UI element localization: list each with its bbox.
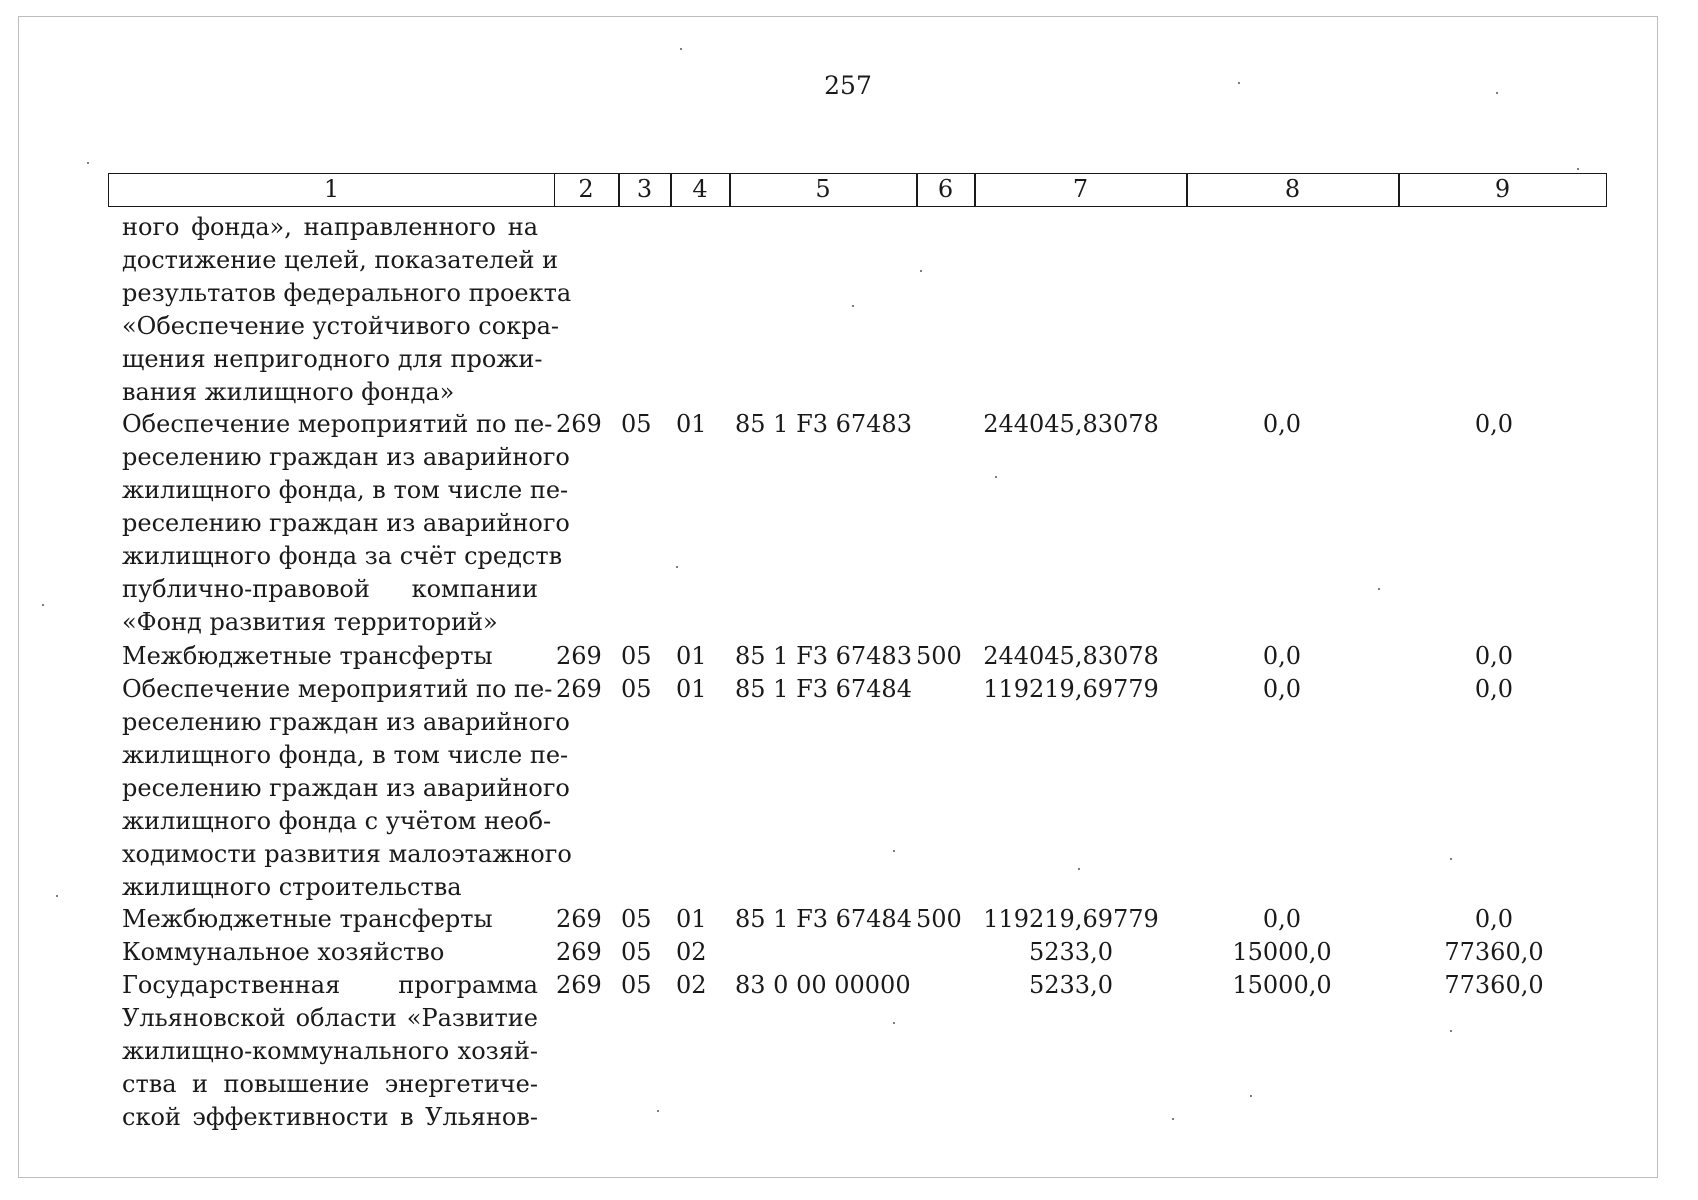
cell-col-9: 77360,0 (1444, 971, 1544, 999)
row-name (122, 936, 538, 969)
cell-col-9: 0,0 (1474, 905, 1514, 933)
cell-col-5: 85 1 F3 67484 (735, 675, 912, 703)
row-name-line: жилищного фонда, в том числе пе- (122, 476, 569, 504)
cell-col-7: 5233,0 (1029, 938, 1113, 966)
column-header-1: 1 (108, 173, 555, 207)
cell-col-5: 85 1 F3 67483 (735, 410, 912, 438)
cell-col-4: 01 (676, 642, 707, 670)
row-name-line: Коммунальное хозяйство (122, 938, 445, 966)
column-header-2: 2 (554, 173, 619, 207)
page-number: 257 (824, 71, 872, 100)
cell-col-7: 5233,0 (1029, 971, 1113, 999)
cell-col-5: 85 1 F3 67483 (735, 642, 912, 670)
row-name-line: результатов федерального проекта (122, 279, 572, 307)
row-name-line: публично-правовой компании (122, 575, 538, 603)
row-name-line: ходимости развития малоэтажного (122, 840, 572, 868)
cell-col-2: 269 (556, 905, 602, 933)
column-header-6: 6 (917, 173, 975, 207)
table-header-row (108, 173, 1594, 207)
cell-col-3: 05 (621, 905, 652, 933)
row-name-line: Обеспечение мероприятий по пе- (122, 675, 553, 703)
cell-col-8: 0,0 (1262, 642, 1302, 670)
cell-col-3: 05 (621, 938, 652, 966)
row-name-line: вания жилищного фонда» (122, 378, 455, 406)
cell-col-8: 0,0 (1262, 905, 1302, 933)
cell-col-9: 0,0 (1474, 410, 1514, 438)
cell-col-4: 02 (676, 938, 707, 966)
row-name (122, 903, 538, 936)
cell-col-4: 01 (676, 905, 707, 933)
cell-col-4: 01 (676, 675, 707, 703)
row-name-line: жилищно-коммунального хозяй- (122, 1037, 538, 1065)
cell-col-8: 15000,0 (1232, 938, 1332, 966)
row-name-line: «Фонд развития территорий» (122, 608, 498, 636)
row-name-line: жилищного строительства (122, 873, 462, 901)
row-name-line: жилищного фонда за счёт средств (122, 542, 563, 570)
row-name-line: Государственная программа (122, 971, 538, 999)
cell-col-9: 0,0 (1474, 642, 1514, 670)
cell-col-6: 500 (916, 642, 962, 670)
cell-col-7: 119219,69779 (983, 905, 1159, 933)
row-name-line: реселению граждан из аварийного (122, 509, 570, 537)
cell-col-7: 244045,83078 (983, 410, 1159, 438)
row-name-line: Межбюджетные трансферты (122, 642, 493, 670)
cell-col-5: 85 1 F3 67484 (735, 905, 912, 933)
cell-col-8: 15000,0 (1232, 971, 1332, 999)
cell-col-8: 0,0 (1262, 675, 1302, 703)
row-name (122, 640, 538, 673)
cell-col-7: 244045,83078 (983, 642, 1159, 670)
row-name (122, 969, 538, 1134)
cell-col-2: 269 (556, 675, 602, 703)
row-name (122, 408, 570, 639)
cell-col-8: 0,0 (1262, 410, 1302, 438)
cell-col-9: 0,0 (1474, 675, 1514, 703)
column-header-8: 8 (1187, 173, 1399, 207)
row-name-line: Обеспечение мероприятий по пе- (122, 410, 553, 438)
cell-col-2: 269 (556, 642, 602, 670)
row-name-line: жилищного фонда, в том числе пе- (122, 741, 569, 769)
cell-col-9: 77360,0 (1444, 938, 1544, 966)
row-name-line: «Обеспечение устойчивого сокра- (122, 312, 559, 340)
row-name-line: реселению граждан из аварийного (122, 443, 570, 471)
column-header-4: 4 (671, 173, 730, 207)
column-header-5: 5 (730, 173, 917, 207)
column-header-3: 3 (619, 173, 671, 207)
cell-col-4: 01 (676, 410, 707, 438)
cell-col-3: 05 (621, 675, 652, 703)
column-header-7: 7 (975, 173, 1187, 207)
row-name (122, 673, 572, 904)
row-name-line: Ульяновской области «Развитие (122, 1004, 538, 1032)
cell-col-2: 269 (556, 410, 602, 438)
row-name-line: реселению граждан из аварийного (122, 708, 570, 736)
cell-col-2: 269 (556, 938, 602, 966)
cell-col-4: 02 (676, 971, 707, 999)
row-name-line: щения непригодного для прожи- (122, 345, 543, 373)
cell-col-3: 05 (621, 410, 652, 438)
cell-col-3: 05 (621, 642, 652, 670)
cell-col-7: 119219,69779 (983, 675, 1159, 703)
column-header-9: 9 (1399, 173, 1607, 207)
row-name-line: жилищного фонда с учётом необ- (122, 807, 552, 835)
row-name-line: реселению граждан из аварийного (122, 774, 570, 802)
cell-col-3: 05 (621, 971, 652, 999)
cell-col-2: 269 (556, 971, 602, 999)
row-name-line: ства и повышение энергетиче- (122, 1070, 538, 1098)
row-name-line: ного фонда», направленного на (122, 213, 538, 241)
row-name-line: Межбюджетные трансферты (122, 905, 493, 933)
row-name (122, 211, 572, 409)
row-name-line: ской эффективности в Ульянов- (122, 1103, 538, 1131)
cell-col-5: 83 0 00 00000 (735, 971, 911, 999)
cell-col-6: 500 (916, 905, 962, 933)
row-name-line: достижение целей, показателей и (122, 246, 559, 274)
